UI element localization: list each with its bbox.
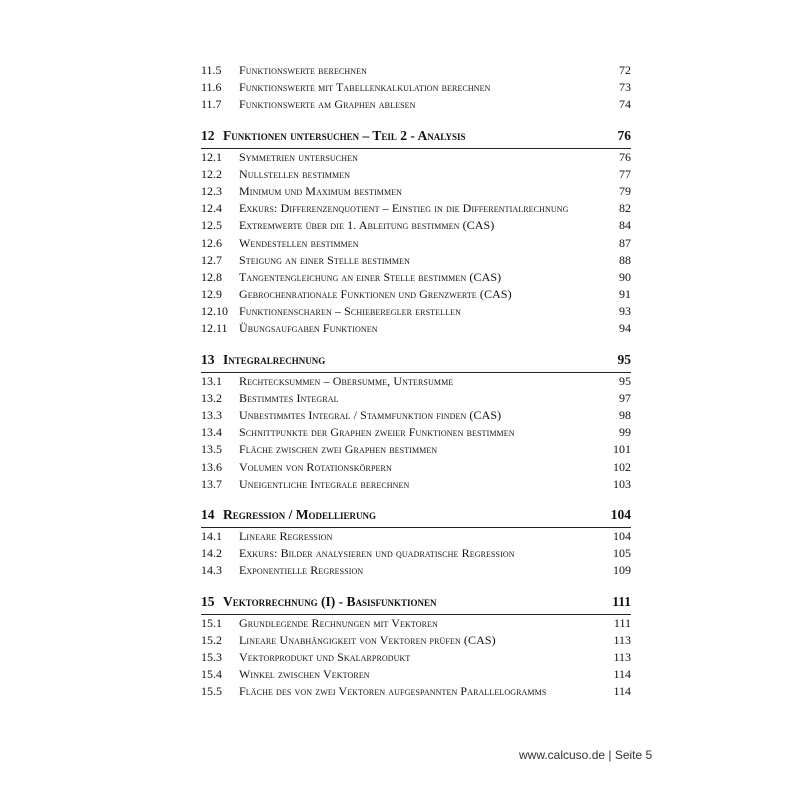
toc-entry [201, 683, 631, 700]
toc-entry-title: Symmetrien untersuchen [239, 149, 358, 164]
toc-entry-number: 12.6 [201, 235, 222, 250]
toc-entry-page: 114 [613, 684, 631, 699]
table-of-contents [201, 62, 631, 706]
toc-entry [201, 545, 631, 562]
toc-entry-page: 102 [613, 459, 631, 474]
toc-entry [201, 441, 631, 458]
toc-entry-number: 12.3 [201, 183, 222, 198]
toc-entry-title: Übungsaufgaben Funktionen [239, 321, 378, 336]
toc-entry-number: 12.7 [201, 252, 222, 267]
toc-entry-title: Funktionswerte am Graphen ablesen [239, 97, 416, 112]
toc-entry-title: Volumen von Rotationskörpern [239, 459, 392, 474]
toc-entry-title: Uneigentliche Integrale berechnen [239, 476, 410, 491]
toc-entry-number: 13.7 [201, 476, 222, 491]
toc-entry-page: 73 [619, 80, 631, 95]
toc-entry [201, 459, 631, 476]
toc-entry-number: 12.4 [201, 201, 222, 216]
toc-entry-number: 12.11 [201, 321, 228, 336]
section-entries [201, 149, 631, 338]
toc-entry-number: 11.6 [201, 80, 222, 95]
toc-entry [201, 96, 631, 113]
toc-entry-page: 114 [613, 667, 631, 682]
toc-entry-page: 113 [613, 632, 631, 647]
toc-entry [201, 286, 631, 303]
toc-entry-number: 12.1 [201, 149, 222, 164]
toc-entry [201, 200, 631, 217]
toc-entry-page: 109 [613, 563, 631, 578]
toc-entry-page: 76 [619, 149, 631, 164]
toc-entry-page: 103 [613, 476, 631, 491]
toc-entry [201, 666, 631, 683]
section-heading [201, 505, 631, 525]
toc-entry-number: 15.1 [201, 615, 222, 630]
toc-entry [201, 373, 631, 390]
toc-entry-title: Vektorprodukt und Skalarprodukt [239, 649, 411, 664]
toc-entry-title: Funktionswerte berechnen [239, 63, 368, 77]
toc-entry-number: 13.1 [201, 373, 222, 388]
top-entries [201, 62, 631, 114]
toc-entry [201, 390, 631, 407]
toc-section-13 [201, 350, 631, 493]
toc-entry-title: Lineare Unabhängigkeit von Vektoren prüfen (CAS) [239, 632, 496, 647]
toc-entry-page: 91 [619, 287, 631, 302]
toc-entry-number: 12.2 [201, 166, 222, 181]
toc-entry [201, 183, 631, 200]
toc-entry [201, 649, 631, 666]
section-number: 13 [201, 351, 215, 367]
toc-entry-page: 93 [619, 304, 631, 319]
toc-sections [201, 126, 631, 701]
toc-section-14 [201, 505, 631, 580]
toc-entry-page: 111 [613, 615, 631, 630]
toc-entry-title: Steigung an einer Stelle bestimmen [239, 252, 410, 267]
toc-section-12 [201, 126, 631, 338]
toc-entry-title: Rechtecksummen – Obersumme, Untersumme [239, 373, 454, 388]
section-page: 104 [610, 506, 631, 522]
toc-entry-title: Tangentengleichung an einer Stelle bestimmen (CAS) [239, 269, 502, 284]
toc-entry-number: 15.5 [201, 684, 222, 699]
toc-entry [201, 252, 631, 269]
section-heading [201, 126, 631, 146]
toc-entry-title: Unbestimmtes Integral / Stammfunktion finden (CAS) [239, 408, 502, 422]
toc-entry [201, 528, 631, 545]
toc-entry-title: Extremwerte über die 1. Ableitung bestimmen (CAS) [239, 218, 495, 233]
toc-entry-title: Schnittpunkte der Graphen zweier Funktionen bestimmen [239, 425, 515, 440]
toc-entry-number: 14.3 [201, 563, 222, 578]
toc-entry [201, 424, 631, 441]
toc-entry-title: Funktionswerte mit Tabellenkalkulation berechnen [239, 80, 491, 95]
toc-entry-number: 12.8 [201, 269, 222, 284]
toc-entry-page: 72 [619, 63, 631, 77]
toc-entry [201, 476, 631, 493]
toc-entry [201, 303, 631, 320]
toc-entry-page: 99 [619, 425, 631, 440]
toc-entry [201, 407, 631, 424]
section-number: 14 [201, 506, 215, 522]
section-number: 15 [201, 593, 215, 609]
page-footer: www.calcuso.de | Seite 5 [519, 748, 653, 762]
toc-entry-page: 94 [619, 321, 631, 336]
section-title: Regression / Modellierung [223, 506, 377, 522]
toc-entry [201, 235, 631, 252]
toc-entry-title: Lineare Regression [239, 528, 333, 543]
section-page: 76 [617, 127, 631, 143]
toc-entry-title: Winkel zwischen Vektoren [239, 667, 370, 682]
section-entries [201, 373, 631, 493]
toc-entry-number: 13.5 [201, 442, 222, 457]
toc-entry-page: 74 [619, 97, 631, 112]
toc-entry-title: Exkurs: Differenzenquotient – Einstieg in die Differentialrechnung [239, 201, 569, 216]
toc-entry-page: 97 [619, 390, 631, 405]
toc-entry-number: 15.3 [201, 649, 222, 664]
toc-entry-page: 79 [619, 183, 631, 198]
toc-entry [201, 217, 631, 234]
toc-entry-number: 13.6 [201, 459, 222, 474]
toc-entry [201, 149, 631, 166]
toc-entry-title: Fläche des von zwei Vektoren aufgespannten Parallelogramms [239, 684, 547, 699]
toc-entry-title: Exponentielle Regression [239, 563, 364, 578]
toc-entry-title: Nullstellen bestimmen [239, 166, 351, 181]
toc-entry-title: Grundlegende Rechnungen mit Vektoren [239, 615, 438, 630]
section-title: Integralrechnung [223, 351, 326, 367]
toc-entry-title: Funktionenscharen – Schieberegler erstellen [239, 304, 461, 319]
toc-entry-page: 87 [619, 235, 631, 250]
toc-entry-page: 95 [619, 373, 631, 388]
toc-entry-page: 90 [619, 269, 631, 284]
toc-entry-number: 11.5 [201, 63, 222, 77]
toc-entry-page: 104 [613, 528, 631, 543]
section-entries [201, 615, 631, 701]
toc-section-15 [201, 592, 631, 701]
toc-entry-page: 88 [619, 252, 631, 267]
toc-entry-number: 13.4 [201, 425, 222, 440]
toc-entry-page: 82 [619, 201, 631, 216]
section-title: Funktionen untersuchen – Teil 2 - Analysis [223, 127, 466, 143]
toc-entry-title: Minimum und Maximum bestimmen [239, 183, 403, 198]
section-entries [201, 528, 631, 580]
section-page: 95 [617, 351, 631, 367]
toc-entry-number: 11.7 [201, 97, 222, 112]
toc-entry [201, 615, 631, 632]
section-number: 12 [201, 127, 215, 143]
section-page: 111 [612, 593, 631, 609]
toc-entry-title: Bestimmtes Integral [239, 390, 339, 405]
toc-entry-page: 101 [613, 442, 631, 457]
toc-entry-number: 14.1 [201, 528, 222, 543]
toc-entry [201, 562, 631, 579]
toc-entry-page: 77 [619, 166, 631, 181]
toc-entry-page: 84 [619, 218, 631, 233]
toc-entry-page: 98 [619, 408, 631, 422]
toc-entry-number: 15.2 [201, 632, 222, 647]
toc-entry-number: 15.4 [201, 667, 222, 682]
toc-entry-title: Fläche zwischen zwei Graphen bestimmen [239, 442, 438, 457]
toc-entry-page: 105 [613, 546, 631, 561]
toc-entry-number: 14.2 [201, 546, 222, 561]
section-title: Vektorrechnung (I) - Basisfunktionen [223, 593, 437, 609]
toc-entry-number: 12.9 [201, 287, 222, 302]
section-heading [201, 592, 631, 612]
toc-entry-number: 12.5 [201, 218, 222, 233]
toc-entry [201, 269, 631, 286]
toc-entry-number: 13.2 [201, 390, 222, 405]
toc-entry-title: Wendestellen bestimmen [239, 235, 359, 250]
section-heading [201, 350, 631, 370]
toc-entry-number: 13.3 [201, 408, 222, 422]
toc-entry [201, 166, 631, 183]
toc-entry-title: Exkurs: Bilder analysieren und quadratische Regression [239, 546, 515, 561]
toc-entry [201, 79, 631, 96]
toc-entry [201, 62, 631, 79]
toc-entry [201, 320, 631, 337]
toc-entry [201, 632, 631, 649]
toc-entry-number: 12.10 [201, 304, 228, 319]
toc-entry-page: 113 [613, 649, 631, 664]
toc-entry-title: Gebrochenrationale Funktionen und Grenzwerte (CAS) [239, 287, 512, 302]
